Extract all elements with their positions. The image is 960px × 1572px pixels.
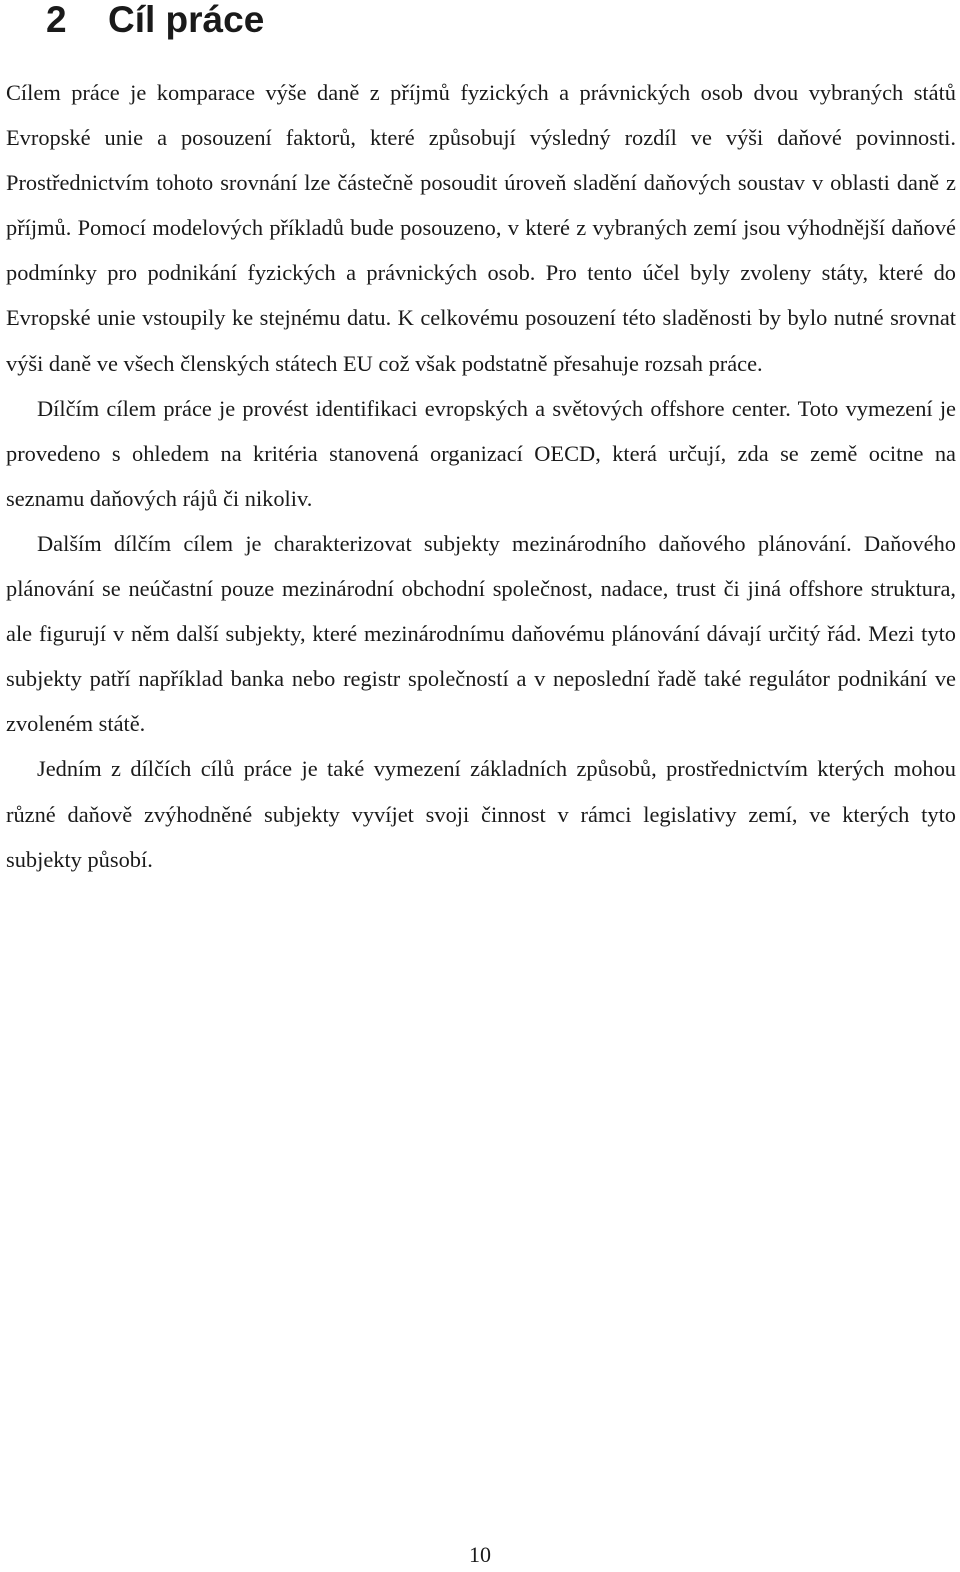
paragraph-methods: Jedním z dílčích cílů práce je také vymezení základních způsobů, prostřednictvím kterých mohou různé daňově zvýhodněné subjekty vyvíjet svoji činnost v rámci legislativy zemí, ve kterých tyto subjekty působí.	[6, 756, 956, 872]
chapter-title: Cíl práce	[108, 0, 265, 40]
paragraph-offshore-centers: Dílčím cílem práce je provést identifikaci evropských a světových offshore center. Toto vymezení je provedeno s ohledem na kritéria stanovená organizací OECD, která určují, zda se země ocitne na seznamu daňových rájů či nikoliv.	[6, 395, 956, 511]
chapter-heading	[46, 0, 264, 40]
chapter-number: 2	[46, 0, 67, 40]
paragraph-tax-planning-subjects: Dalším dílčím cílem je charakterizovat subjekty mezinárodního daňového plánování. Daňového plánování se neúčastní pouze mezinárodní obchodní společnost, nadace, trust či jiná offshore struktura, ale figurují v něm další subjekty, které mezinárodnímu daňovému plánování dávají určitý řád. Mezi tyto subjekty patří například banka nebo registr společností a v neposlední řadě také regulátor podnikání ve zvoleném státě.	[6, 530, 956, 737]
page-number: 10	[469, 1542, 491, 1567]
body-text	[6, 70, 956, 882]
paragraph-aim: Cílem práce je komparace výše daně z příjmů fyzických a právnických osob dvou vybraných států Evropské unie a posouzení faktorů, které způsobují výsledný rozdíl ve výši daňové povinnosti. Prostřednictvím tohoto srovnání lze částečně posoudit úroveň sladění daňových soustav v oblasti daně z příjmů. Pomocí modelových příkladů bude posouzeno, v které z vybraných zemí jsou výhodnější daňové podmínky pro podnikání fyzických a právnických osob. Pro tento účel byly zvoleny státy, které do Evropské unie vstoupily ke stejnému datu. K celkovému posouzení této sladěnosti by bylo nutné srovnat výši daně ve všech členských státech EU což však podstatně přesahuje rozsah práce.	[6, 80, 956, 376]
